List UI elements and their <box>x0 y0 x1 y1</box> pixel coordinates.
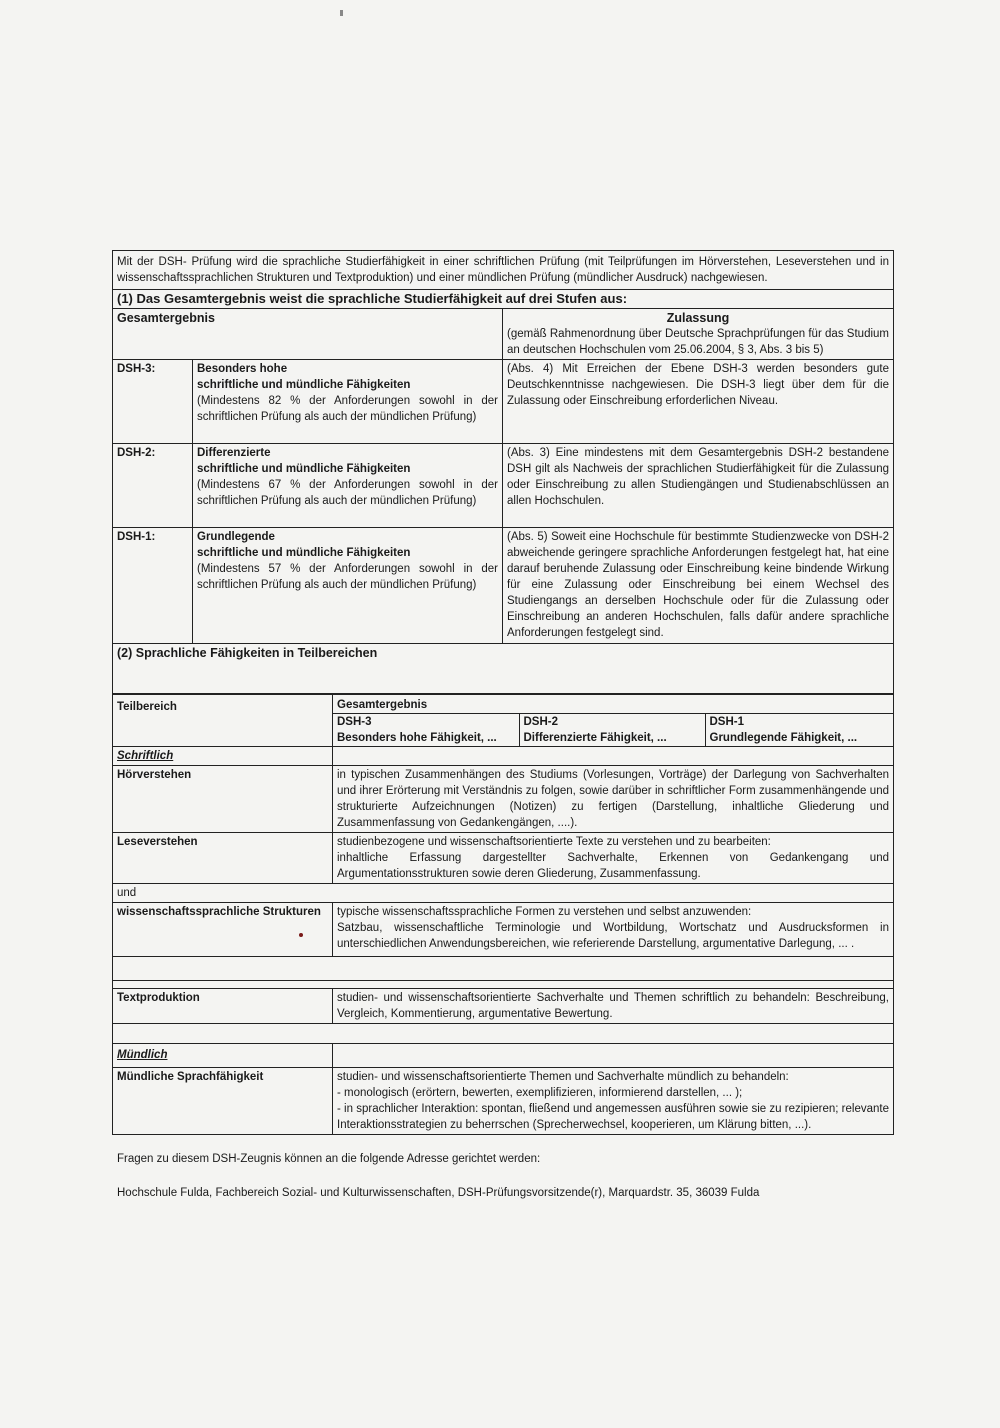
row-sprachfaehigkeit <box>113 1068 894 1135</box>
level-description <box>193 360 503 444</box>
row-textproduktion <box>113 989 894 1024</box>
empty-cell <box>333 747 894 766</box>
level-header-grid <box>333 695 894 746</box>
teilbereich-text: typische wissenschaftssprachliche Formen zu verstehen und selbst anzuwenden: Satzbau, wissenschaftliche Terminologie und Wortbildung, Wortschatz und Ausdrucksformen in unterschiedlichen Anwendungsbereichen, wie referierende Darstellung, argumentative Darlegung, ... . <box>333 903 894 957</box>
level-subtitle: schriftliche und mündliche Fähigkeiten <box>197 463 411 475</box>
teilbereich-label: wissenschaftssprachliche Strukturen <box>117 906 321 918</box>
section1-title: (1) Das Gesamtergebnis weist die sprachliche Studierfähigkeit auf drei Stufen aus: <box>113 290 894 309</box>
row-hoerverstehen <box>113 766 894 833</box>
zulassung-subtitle: (gemäß Rahmenordnung über Deutsche Sprachprüfungen für das Studium an deutschen Hochschulen vom 25.06.2004, § 3, Abs. 3 bis 5) <box>507 328 889 356</box>
zulassung-title: Zulassung <box>666 311 730 325</box>
scan-speck <box>340 10 343 16</box>
level-label: Grundlegende Fähigkeit, ... <box>709 732 858 744</box>
spacer-row <box>113 981 894 989</box>
level-dsh1-header <box>705 714 894 747</box>
und-label: und <box>113 884 894 903</box>
teilbereiche-table <box>112 694 894 1135</box>
teilbereich-label: Hörverstehen <box>113 766 333 833</box>
level-description <box>193 444 503 528</box>
footer-address: Hochschule Fulda, Fachbereich Sozial- und Kulturwissenschaften, DSH-Prüfungsvorsitzende(r), Marquardstr. 35, 36039 Fulda <box>117 1187 760 1199</box>
gesamtergebnis-label: Gesamtergebnis <box>333 695 894 714</box>
zulassung-header <box>503 309 894 360</box>
section2-title: (2) Sprachliche Fähigkeiten in Teilbereichen <box>113 644 894 694</box>
teilbereich-text: studien- und wissenschaftsorientierte Themen und Sachverhalte mündlich zu behandeln: - monologisch (erörtern, bewerten, exemplifizieren, informierend darstellen, ... ); - in sprachlicher Interaktion: spontan, fließend und angemessen ausführen sowie sie zu rezipieren; relevante Interaktionsstrategien zu beherrschen (Sprecherwechsel, kooperieren, um Klärung bitten, ...). <box>333 1068 894 1135</box>
level-zulassung: (Abs. 5) Soweit eine Hochschule für bestimmte Studienzwecke von DSH-2 abweichende geringere sprachliche Anforderungen festgelegt hat, hat eine darauf beruhende Zulassung oder Einschreibung keine bindende Wirkung für eine Zulassung oder Einschreibung bei einem Wechsel des Studiengangs an derselben Hochschule oder für die Zulassung oder Einschreibung an anderen Hochschulen, falls dafür andere sprachliche Anforderungen festgelegt sind. <box>503 528 894 644</box>
ink-dot <box>299 933 303 937</box>
level-label: Differenzierte Fähigkeit, ... <box>523 732 667 744</box>
level-code: DSH-3: <box>113 360 193 444</box>
footer-question: Fragen zu diesem DSH-Zeugnis können an die folgende Adresse gerichtet werden: <box>117 1153 541 1165</box>
level-requirement: (Mindestens 82 % der Anforderungen sowohl in der schriftlichen Prüfung als auch der mündlichen Prüfung) <box>197 395 498 423</box>
spacer-row <box>113 1024 894 1044</box>
teilbereich-label: Leseverstehen <box>113 833 333 884</box>
level-title: Besonders hohe <box>197 363 288 375</box>
level-row-dsh3 <box>113 360 894 444</box>
schriftlich-heading: Schriftlich <box>113 747 333 766</box>
teilbereich-label: Mündliche Sprachfähigkeit <box>113 1068 333 1135</box>
level-code: DSH-2: <box>113 444 193 528</box>
levels-table <box>112 250 894 694</box>
teilbereich-header: Teilbereich <box>113 695 333 747</box>
teilbereich-text: studien- und wissenschaftsorientierte Sachverhalte und Themen schriftlich zu behandeln: Beschreibung, Vergleich, Kommentierung, argumentative Bewertung. <box>333 989 894 1024</box>
level-dsh2-header <box>519 714 705 747</box>
level-row-dsh2 <box>113 444 894 528</box>
level-requirement: (Mindestens 67 % der Anforderungen sowohl in der schriftlichen Prüfung als auch der mündlichen Prüfung) <box>197 479 498 507</box>
level-code: DSH-1: <box>113 528 193 644</box>
muendlich-heading: Mündlich <box>113 1044 333 1068</box>
level-title: Differenzierte <box>197 447 271 459</box>
empty-cell <box>333 1044 894 1068</box>
level-row-dsh1 <box>113 528 894 644</box>
level-code: DSH-2 <box>523 716 559 728</box>
level-dsh3-header <box>333 714 519 747</box>
teilbereich-text: studienbezogene und wissenschaftsorientierte Texte zu verstehen und zu bearbeiten: inhaltliche Erfassung dargestellter Sachverhalte, Erkennen von Gedankengang und Argumentationsstrukturen sowie deren Gliederung, Zusammenfassung. <box>333 833 894 884</box>
level-description <box>193 528 503 644</box>
level-code: DSH-3 <box>337 716 372 728</box>
level-requirement: (Mindestens 57 % der Anforderungen sowohl in der schriftlichen Prüfung als auch der mündlichen Prüfung) <box>197 563 498 591</box>
gesamtergebnis-block <box>333 695 894 747</box>
row-strukturen <box>113 903 894 957</box>
teilbereich-label: Textproduktion <box>113 989 333 1024</box>
level-code: DSH-1 <box>709 716 745 728</box>
spacer-row <box>113 957 894 981</box>
level-subtitle: schriftliche und mündliche Fähigkeiten <box>197 547 411 559</box>
teilbereich-label-cell <box>113 903 333 957</box>
level-title: Grundlegende <box>197 531 275 543</box>
level-label: Besonders hohe Fähigkeit, ... <box>337 732 497 744</box>
teilbereich-text: in typischen Zusammenhängen des Studiums (Vorlesungen, Vorträge) der Darlegung von Sachverhalten und ihrer Erörterung mit Verständnis zu folgen, sowie darüber in schriftlicher Form zusammenhängende und strukturierte Aufzeichnungen (Notizen) zu fertigen (Darstellung, inhaltliche Gliederung und Zusammenfassung von Gedankengängen, ....). <box>333 766 894 833</box>
intro-text: Mit der DSH- Prüfung wird die sprachliche Studierfähigkeit in einer schriftlichen Prüfung (mit Teilprüfungen im Hörverstehen, Leseverstehen und in wissenschaftssprachlichen Strukturen und Textproduktion) und einer mündlichen Prüfung (mündlicher Ausdruck) nachgewiesen. <box>113 251 894 290</box>
row-leseverstehen <box>113 833 894 884</box>
level-zulassung: (Abs. 3) Eine mindestens mit dem Gesamtergebnis DSH-2 bestandene DSH gilt als Nachweis der sprachlichen Studierfähigkeit für die Zulassung oder Einschreibung zu allen Studiengängen und Studienabschlüssen an allen Hochschulen. <box>503 444 894 528</box>
level-zulassung: (Abs. 4) Mit Erreichen der Ebene DSH-3 werden besonders gute Deutschkenntnisse nachgewiesen. Die DSH-3 liegt über dem für die Zulassung oder Einschreibung erforderlichen Niveau. <box>503 360 894 444</box>
level-subtitle: schriftliche und mündliche Fähigkeiten <box>197 379 411 391</box>
gesamtergebnis-header: Gesamtergebnis <box>113 309 503 360</box>
